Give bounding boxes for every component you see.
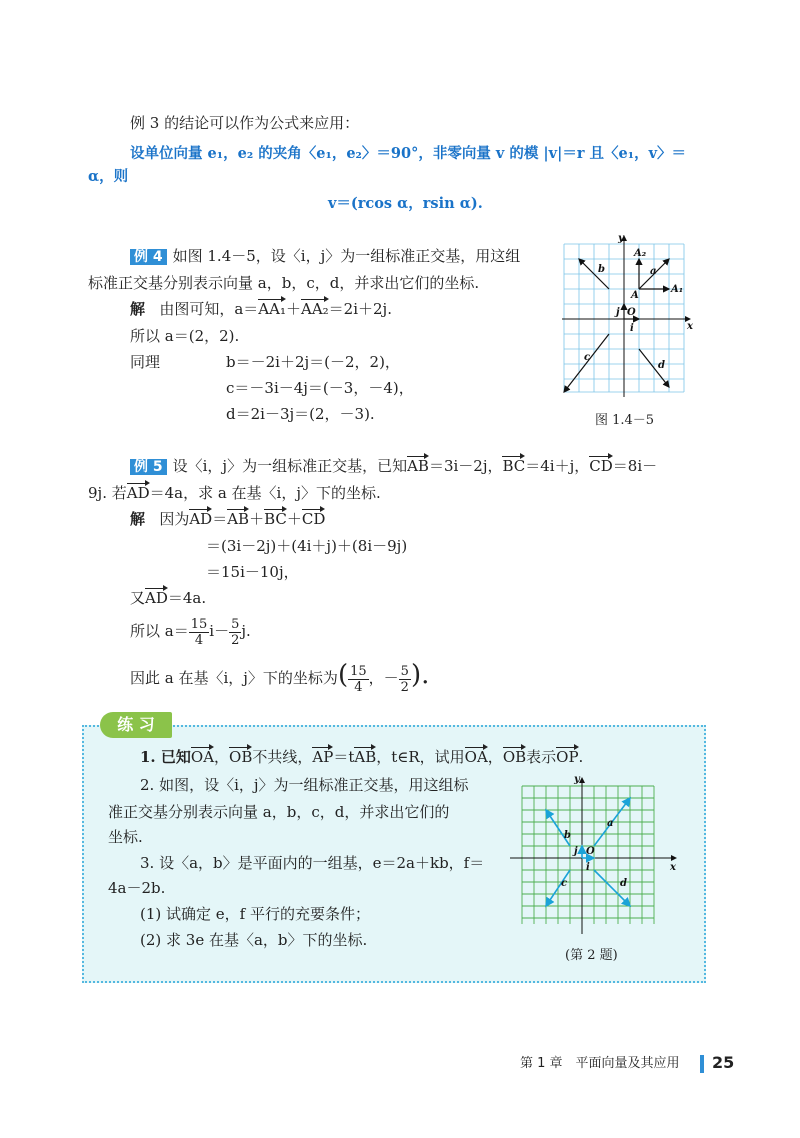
rule-line-2: α，则 <box>88 168 129 185</box>
label-x: x <box>670 862 676 873</box>
practice-tab: 练 习 <box>100 712 172 738</box>
label-i: i <box>630 323 634 334</box>
label-y: y <box>618 233 624 244</box>
label-A1: A₁ <box>671 284 684 295</box>
vector-c <box>564 334 609 392</box>
intro-line: 例 3 的结论可以作为公式来应用： <box>130 114 360 132</box>
example5-sol5: 所以 a＝ $\frac{15}{4}$ i－ $\frac{5}{2}$ j. <box>130 616 251 648</box>
example4-tongli: 同理 <box>130 353 161 371</box>
practice-q3-line2: 4a－2b. <box>108 879 166 897</box>
label-o: O <box>586 846 595 857</box>
practice-q3-part1: (1) 试确定 e，f 平行的充要条件； <box>140 905 370 923</box>
practice-figure <box>510 772 682 940</box>
label-i: i <box>586 862 590 873</box>
example5-line2: 9j. 若AD＝4a，求 a 在基〈i，j〉下的坐标. <box>88 484 381 502</box>
label-b: b <box>598 264 605 275</box>
example5-sol3: ＝15i－10j， <box>206 563 299 581</box>
example4-line1: 例 4 如图 1.4－5，设〈i，j〉为一组标准正交基，用这组 <box>130 245 520 268</box>
rule-formula: v＝(rcos α，rsin α). <box>328 195 483 212</box>
example4-sol1: 解 由图可知，a＝AA₁＋AA₂＝2i＋2j. <box>130 300 392 318</box>
label-d: d <box>658 360 665 371</box>
footer-chapter: 第 1 章 平面向量及其应用 <box>520 1056 680 1071</box>
label-c: c <box>584 352 591 363</box>
label-y: y <box>574 774 580 785</box>
practice-q1: 1. 已知OA，OB不共线，AP＝tAB，t∈R，试用OA，OB表示OP. <box>140 748 584 766</box>
example4-label: 例 4 <box>130 249 167 265</box>
page-number: 25 <box>712 1053 735 1072</box>
label-c: c <box>561 878 568 889</box>
label-x: x <box>687 321 693 332</box>
practice-q2-line1: 2. 如图，设〈i，j〉为一组标准正交基，用这组标 <box>140 776 469 794</box>
practice-q2-line3: 坐标. <box>108 828 143 846</box>
label-j: j <box>574 846 578 857</box>
practice-q3-line1: 3. 设〈a，b〉是平面内的一组基，e＝2a＋kb，f＝ <box>140 854 485 872</box>
example5-sol4: 又AD＝4a. <box>130 589 207 607</box>
practice-q2-line2: 准正交基分别表示向量 a，b，c，d，并求出它们的 <box>108 803 450 821</box>
label-o: O <box>627 307 636 318</box>
practice-figure-caption: (第 2 题) <box>565 948 618 963</box>
example5-line1: 例 5 设〈i，j〉为一组标准正交基，已知AB＝3i－2j，BC＝4i＋j，CD＝8i－ <box>130 455 657 478</box>
footer-divider <box>700 1055 704 1073</box>
label-A2: A₂ <box>634 248 647 259</box>
rule-line-1: 设单位向量 e₁，e₂ 的夹角〈e₁，e₂〉＝90°，非零向量 v 的模 |v|＝r 且〈e₁，v〉＝ <box>130 145 687 162</box>
example4-line-b: b＝－2i＋2j＝(－2，2)， <box>226 353 400 371</box>
example5-sol1: 解 因为AD＝AB＋BC＋CD <box>130 510 326 528</box>
figure-caption: 图 1.4－5 <box>595 413 655 428</box>
label-a: a <box>650 266 657 277</box>
example4-line-c: c＝－3i－4j＝(－3，－4)， <box>226 379 414 397</box>
example5-label: 例 5 <box>130 459 167 475</box>
label-j: j <box>616 307 620 318</box>
label-b: b <box>564 830 571 841</box>
label-d: d <box>620 878 627 889</box>
label-A: A <box>631 290 639 301</box>
example5-sol2: ＝(3i－2j)＋(4i＋j)＋(8i－9j) <box>206 537 408 555</box>
label-a: a <box>607 818 614 829</box>
example4-line-a: 所以 a＝(2，2). <box>130 327 240 345</box>
practice-q3-part2: (2) 求 3e 在基〈a，b〉下的坐标. <box>140 931 368 949</box>
figure-1-4-5 <box>562 232 697 400</box>
example4-line2: 标准正交基分别表示向量 a，b，c，d，并求出它们的坐标. <box>88 274 480 292</box>
example5-sol6: 因此 a 在基〈i，j〉下的坐标为( $\frac{15}{4}$ ，－ $\frac{5}{2}$ ). <box>130 660 430 695</box>
example4-line-d: d＝2i－3j＝(2，－3). <box>226 405 375 423</box>
